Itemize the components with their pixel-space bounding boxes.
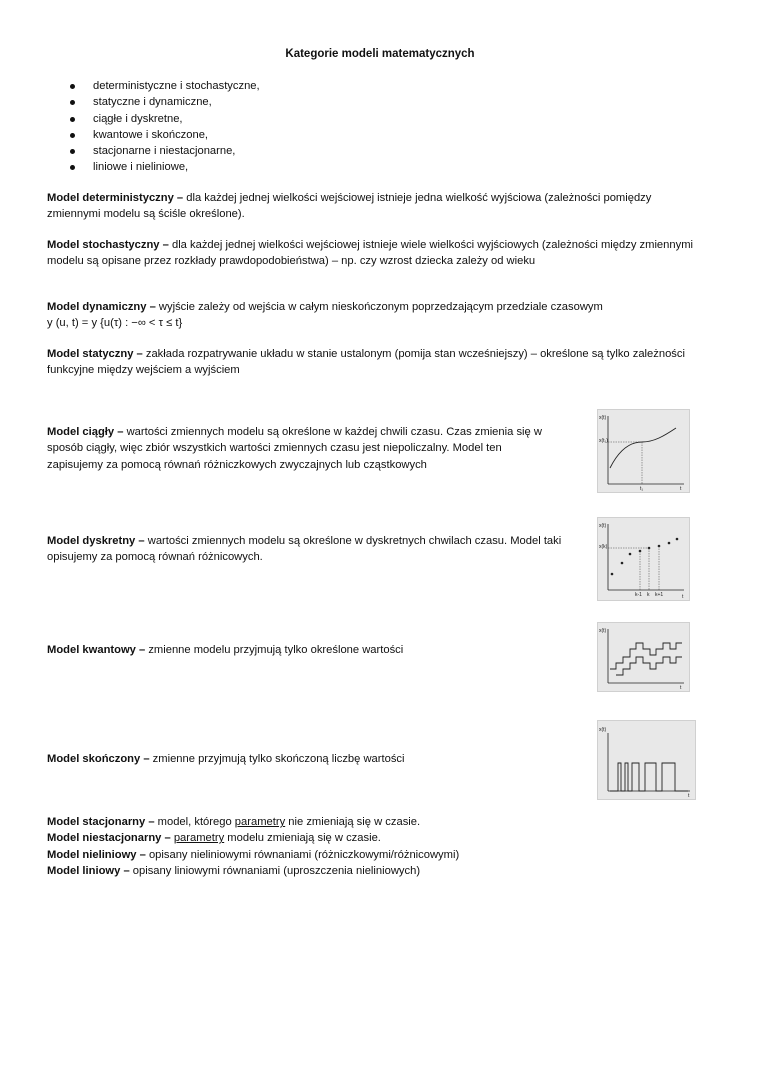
y-axis-label: x(t): [599, 628, 607, 634]
deterministic-line2: zmiennymi modelu są ściśle określone).: [47, 208, 245, 221]
stochastic-line2: modelu są opisane przez rozkłady prawdopodobieństwa) – np. czy wzrost dziecka zależy od wieku: [47, 255, 536, 268]
y-axis-label: x(t): [599, 523, 607, 529]
y-mark-label: x(t₁): [599, 438, 608, 444]
stationary-term: Model stacjonarny –: [47, 816, 155, 828]
discrete-plot: [598, 518, 689, 600]
sample-point: [629, 553, 632, 556]
category-list: [68, 78, 260, 176]
x-axis-label: t: [680, 486, 682, 492]
x-mark-label: t₁: [640, 486, 644, 492]
finite-paragraph: [47, 751, 405, 767]
static-term: Model statyczny –: [47, 348, 143, 360]
linear-term: Model liniowy –: [47, 864, 130, 877]
list-item: liniowe i nieliniowe,: [68, 159, 260, 175]
binary-signal: [610, 763, 688, 791]
static-line2: funkcyjne między wejściem a wyjściem: [47, 364, 240, 377]
quantum-plot: [598, 623, 689, 691]
continuous-term: Model ciągły –: [47, 426, 124, 438]
dynamic-line1: wyjście zależy od wejścia w całym nieskończonym poprzedzającym przedziale czasowym: [155, 301, 603, 313]
quantum-line1: zmienne modelu przyjmują tylko określone wartości: [145, 644, 404, 656]
sample-point: [621, 562, 624, 565]
discrete-line2: opisujemy za pomocą równań różnicowych.: [47, 551, 263, 564]
nonstationary-text: modelu zmieniają się w czasie.: [224, 832, 381, 845]
deterministic-paragraph: [47, 190, 651, 223]
deterministic-term: Model deterministyczny –: [47, 192, 184, 204]
continuous-line3: zapisujemy za pomocą równań różniczkowych zwyczajnych lub cząstkowych: [47, 458, 427, 471]
y-axis-label: x(t): [599, 415, 607, 421]
list-item: stacjonarne i niestacjonarne,: [68, 143, 260, 159]
sample-point: [676, 538, 679, 541]
final-definitions: [47, 814, 459, 879]
page-title: Kategorie modeli matematycznych: [285, 48, 475, 60]
x-axis-label: t: [680, 685, 682, 691]
static-line1: zakłada rozpatrywanie układu w stanie ustalonym (pomija stan wcześniejszy) – określone są tylko zależności: [142, 348, 685, 360]
nonlinear-text: opisany nieliniowymi równaniami (różniczkowymi/różnicowymi): [145, 848, 460, 861]
continuous-line2: sposób ciągły, więc zbiór wszystkich wartości zmiennych czasu jest niepoliczalny. Model ten: [47, 442, 502, 455]
continuous-curve: [610, 428, 676, 468]
x-mark-label: k-1: [635, 592, 642, 598]
dynamic-paragraph: [47, 299, 603, 332]
stochastic-line1: dla każdej jednej wielkości wejściowej istnieje wiele wielkości wyjściowych (zależności między zmiennymi: [168, 239, 693, 251]
stochastic-paragraph: [47, 237, 693, 270]
discrete-paragraph: [47, 533, 561, 566]
continuous-line1: wartości zmiennych modelu są określone w każdej chwili czasu. Czas zmienia się w: [123, 426, 542, 438]
parameters-link: parametry: [173, 832, 225, 845]
list-item: statyczne i dynamiczne,: [68, 94, 260, 110]
stationary-text: nie zmieniają się w czasie.: [285, 816, 421, 828]
parameters-link: parametry: [234, 816, 286, 828]
stationary-text: model, którego: [154, 816, 235, 828]
finite-line1: zmienne przyjmują tylko skończoną liczbę wartości: [149, 753, 405, 765]
quantum-paragraph: [47, 642, 403, 658]
nonlinear-term: Model nieliniowy –: [47, 848, 146, 861]
discrete-figure: [597, 517, 690, 601]
dynamic-term: Model dynamiczny –: [47, 301, 156, 313]
quantized-signal: [610, 643, 682, 669]
quantized-signal: [616, 657, 682, 675]
x-mark-label: k: [647, 592, 650, 598]
y-mark-label: x(k): [599, 544, 608, 550]
continuous-paragraph: [47, 424, 542, 473]
list-item: ciągłe i dyskretne,: [68, 111, 260, 127]
linear-text: opisany liniowymi równaniami (uproszczenia nieliniowych): [129, 864, 421, 877]
dynamic-formula: y (u, t) = y {u(τ) : −∞ < τ ≤ t}: [47, 317, 183, 330]
stochastic-term: Model stochastyczny –: [47, 239, 169, 251]
y-axis-label: x(t): [599, 727, 607, 733]
x-axis-label: t: [682, 594, 684, 600]
sample-point: [668, 542, 671, 545]
continuous-plot: [598, 410, 689, 492]
quantum-term: Model kwantowy –: [47, 644, 146, 656]
deterministic-line1: dla każdej jednej wielkości wejściowej istnieje jedna wielkość wyjściowa (zależności pomiędzy: [183, 192, 652, 204]
list-item: kwantowe i skończone,: [68, 127, 260, 143]
discrete-line1: wartości zmiennych modelu są określone w dyskretnych chwilach czasu. Model taki: [144, 535, 562, 547]
finite-term: Model skończony –: [47, 753, 150, 765]
quantum-figure: [597, 622, 690, 692]
x-mark-label: k+1: [655, 592, 664, 598]
x-axis-label: t: [688, 793, 690, 799]
list-item: deterministyczne i stochastyczne,: [68, 78, 260, 94]
static-paragraph: [47, 346, 685, 379]
finite-plot: [598, 721, 695, 799]
sample-point: [611, 573, 614, 576]
discrete-term: Model dyskretny –: [47, 535, 145, 547]
continuous-figure: [597, 409, 690, 493]
finite-figure: [597, 720, 696, 800]
nonstationary-term: Model niestacjonarny –: [47, 832, 171, 845]
